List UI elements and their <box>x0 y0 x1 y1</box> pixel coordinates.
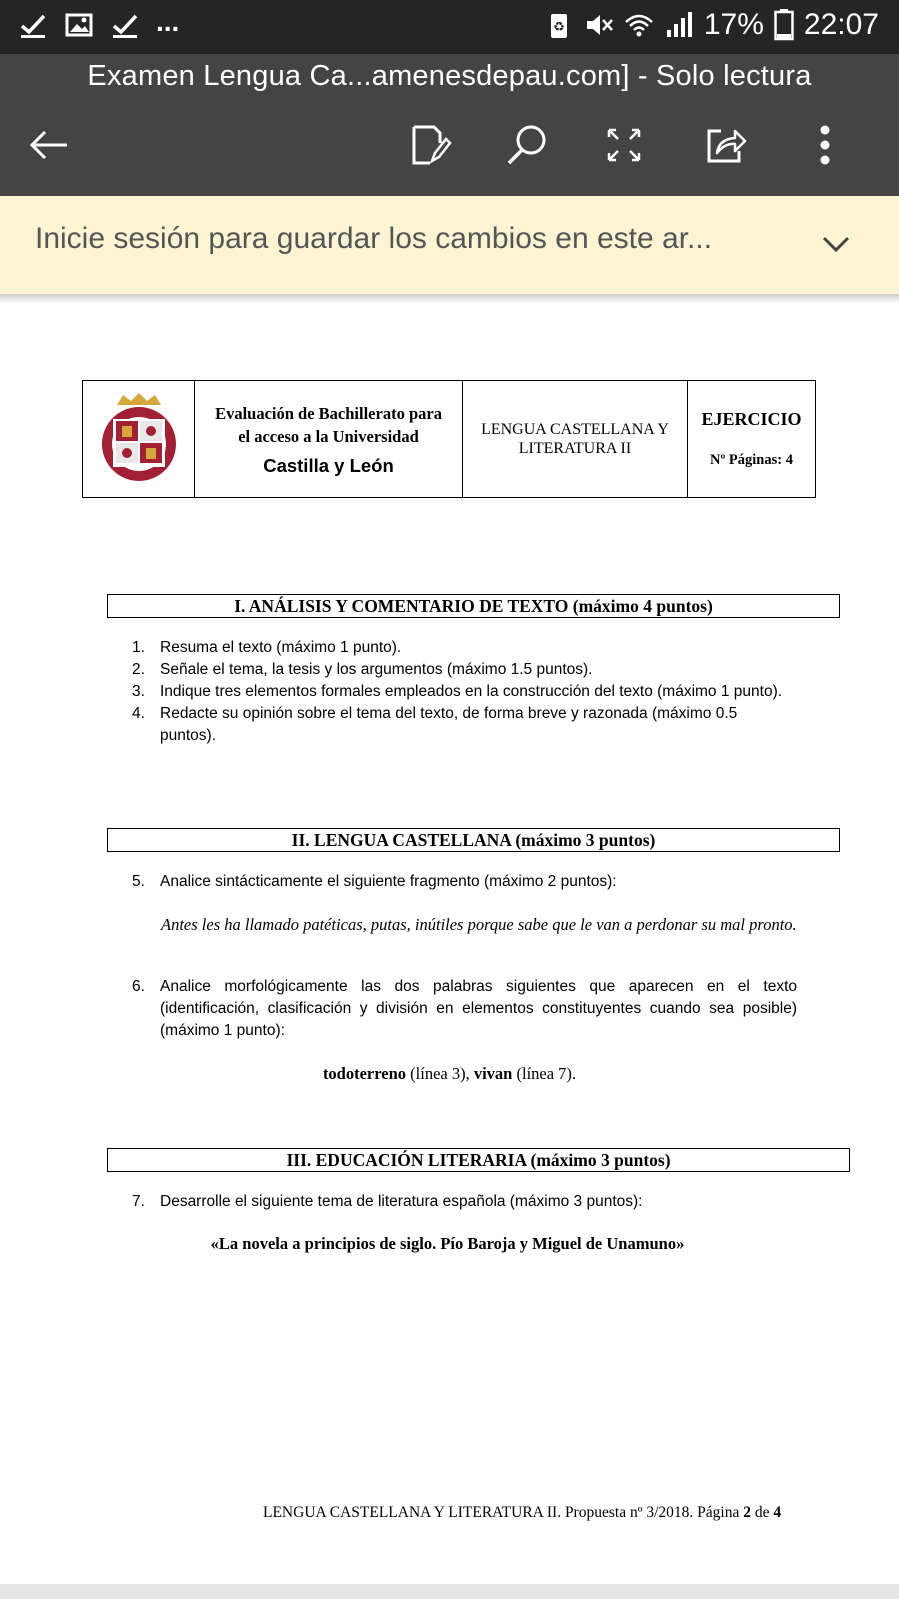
search-icon <box>505 123 549 167</box>
download-done-icon <box>110 10 140 40</box>
exercise-label: EJERCICIO <box>701 409 802 429</box>
section-2-title: II. LENGUA CASTELLANA (máximo 3 puntos) <box>107 828 840 852</box>
svg-text:♻: ♻ <box>553 20 565 35</box>
wifi-icon <box>624 10 654 40</box>
list-item: 1. Resuma el texto (máximo 1 punto). <box>132 639 402 656</box>
section-3-item-7 <box>132 1191 797 1213</box>
page-footer <box>263 1504 781 1522</box>
footer-page: 2 <box>743 1504 751 1521</box>
more-options-button[interactable] <box>800 120 850 170</box>
image-icon <box>64 10 94 40</box>
back-button[interactable] <box>24 120 74 170</box>
exercise-cell <box>688 381 816 498</box>
exam-header <box>82 380 816 498</box>
divider <box>0 294 899 304</box>
university-crest <box>99 391 179 487</box>
clock: 22:07 <box>803 8 879 41</box>
word-2: vivan <box>473 1064 513 1083</box>
download-done-icon <box>18 10 48 40</box>
fullscreen-icon <box>604 125 644 165</box>
chevron-down-icon[interactable] <box>818 226 854 262</box>
list-item: 2. Señale el tema, la tesis y los argumentos (máximo 1.5 puntos). <box>132 661 593 678</box>
share-icon <box>703 123 747 167</box>
page-count: Nº Páginas: 4 <box>710 452 793 468</box>
list-item: 4. Redacte su opinión sobre el tema del texto, de forma breve y razonada (máximo 0.5 puntos). <box>132 705 738 744</box>
word-1-ref: (línea 3), <box>406 1064 474 1083</box>
back-arrow-icon <box>27 123 71 167</box>
exam-title-line2: el acceso a la Universidad <box>238 426 419 446</box>
status-bar <box>0 0 899 54</box>
sign-in-banner[interactable] <box>0 196 899 294</box>
section-1-title: I. ANÁLISIS Y COMENTARIO DE TEXTO (máximo 4 puntos) <box>107 594 840 618</box>
more-icon <box>815 123 835 167</box>
edit-button[interactable] <box>405 120 455 170</box>
subject-cell <box>463 381 688 498</box>
document-page <box>0 304 899 1584</box>
word-2-ref: (línea 7). <box>512 1064 577 1083</box>
page-bottom-edge <box>0 1584 899 1599</box>
section-3-title: III. EDUCACIÓN LITERARIA (máximo 3 puntos) <box>107 1148 850 1172</box>
words-to-analyze <box>0 1064 899 1084</box>
list-item: 7. Desarrolle el siguiente tema de literatura española (máximo 3 puntos): <box>132 1193 643 1210</box>
battery-percent: 17% <box>703 8 764 41</box>
list-item: 5. Analice sintácticamente el siguiente fragmento (máximo 2 puntos): <box>132 873 617 890</box>
share-button[interactable] <box>700 120 750 170</box>
list-item: 3. Indique tres elementos formales empleados en la construcción del texto (máximo 1 punto). <box>132 683 783 700</box>
app-toolbar <box>0 54 899 196</box>
subject-line1: LENGUA CASTELLANA Y <box>481 421 669 438</box>
word-1: todoterreno <box>322 1064 407 1083</box>
banner-message: Inicie sesión para guardar los cambios en este ar... <box>35 222 713 255</box>
signal-icon <box>664 10 694 40</box>
exam-title-line1: Evaluación de Bachillerato para <box>215 403 442 423</box>
logo-cell <box>83 381 195 498</box>
battery-icon <box>774 9 794 41</box>
footer-of: de <box>751 1504 774 1521</box>
section-2-item-5 <box>132 871 797 893</box>
syntax-fragment: Antes les ha llamado patéticas, putas, inútiles porque sabe que le van a perdonar su mal pronto. <box>161 915 797 934</box>
document-title: Examen Lengua Ca...amenesdepau.com] - Solo lectura <box>87 60 812 92</box>
literature-topic: «La novela a principios de siglo. Pío Baroja y Miguel de Unamuno» <box>210 1234 685 1253</box>
list-item: 6. Analice morfológicamente las dos palabras siguientes que aparecen en el texto (identificación, clasificación y división en elementos constituyentes cuando sea posible) (máximo 1 punto): <box>132 978 797 1039</box>
exam-name-cell <box>195 381 463 498</box>
edit-icon <box>408 123 452 167</box>
search-button[interactable] <box>502 120 552 170</box>
mute-icon <box>584 10 614 40</box>
region-name: Castilla y León <box>263 454 394 476</box>
footer-text: LENGUA CASTELLANA Y LITERATURA II. Propuesta nº 3/2018. Página <box>263 1504 744 1521</box>
section-1-list <box>132 637 797 747</box>
footer-total: 4 <box>773 1504 782 1521</box>
fullscreen-button[interactable] <box>599 120 649 170</box>
section-2-item-6 <box>132 976 797 1042</box>
subject-line2: LITERATURA II <box>518 440 632 457</box>
battery-saver-icon <box>544 10 574 40</box>
notification-more: ... <box>156 6 180 37</box>
